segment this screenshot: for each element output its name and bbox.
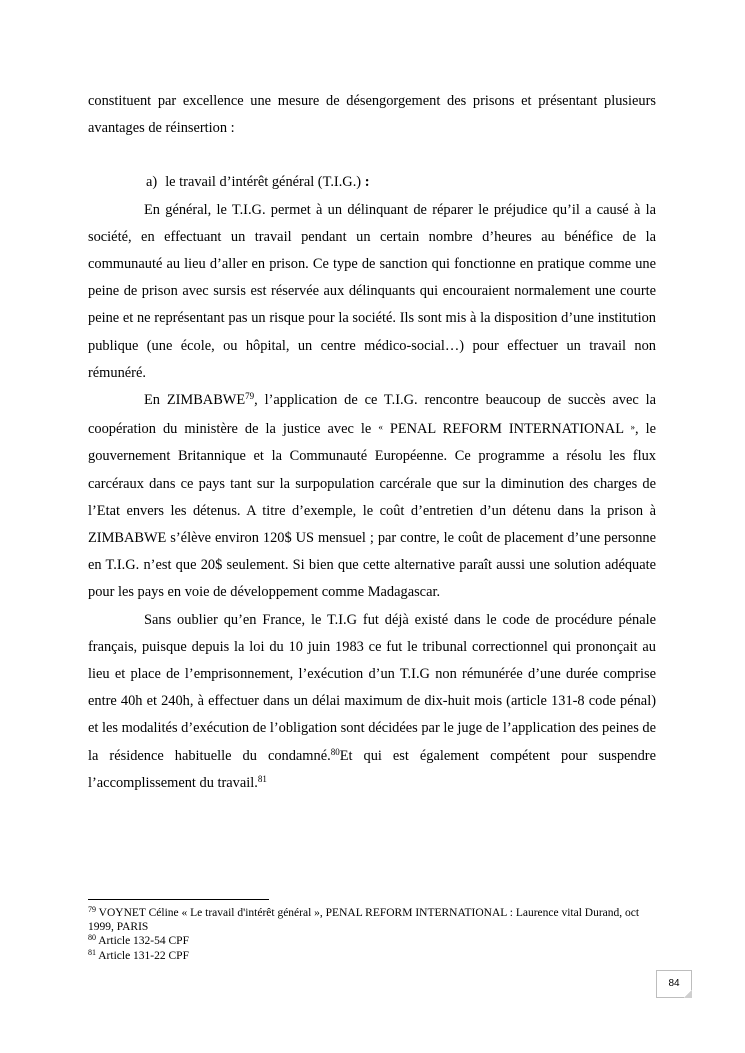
zimbabwe-text-c: PENAL REFORM INTERNATIONAL bbox=[382, 421, 631, 438]
zimbabwe-text-a: En ZIMBABWE bbox=[144, 392, 246, 409]
footnote-number: 81 bbox=[88, 947, 96, 957]
page-curl-icon bbox=[684, 990, 692, 998]
footnote-number: 79 bbox=[88, 905, 96, 914]
quote-close: » bbox=[630, 422, 635, 433]
footnote-ref-80[interactable]: 80 bbox=[330, 746, 340, 757]
page-number-box bbox=[656, 970, 692, 998]
france-text-b: Et qui est également compétent pour suspendre l’accomplissement du travail. bbox=[88, 747, 656, 791]
france-text-a: Sans oublier qu’en France, le T.I.G fut déjà existé dans le code de procédure pénale français, puisque depuis la loi du 10 juin 1983 ce fut le tribunal correctionnel qui prononçait au lieu et place de l’emprisonnement, l’exécution d’un T.I.G non rémunérée d’une durée comprise entre 40h et 240h, à effectuer dans un délai maximum de dix-huit mois (article 131-8 code pénal) et les modalités d’exécution de l’obligation sont décidées par le juge de l’application des peines de la résidence habituelle du condamné. bbox=[88, 611, 656, 764]
footnote-text: Article 132-54 CPF bbox=[96, 935, 189, 948]
paragraph-france bbox=[88, 607, 656, 797]
heading-text: le travail d’intérêt général (T.I.G.) bbox=[165, 174, 362, 191]
zimbabwe-text-d: , le gouvernement Britannique et la Communauté Européenne. Ce programme a résolu les flux carcéraux dans ce pays tant sur la surpopulation carcérale que sur la diminution des charges de l’Etat envers les détenus. A titre d’exemple, le coût d’entretien d’un détenu dans la prison à ZIMBABWE s’élève environ 120$ US mensuel ; par contre, le coût de placement d’une personne en T.I.G. n’est que 20$ seulement. Si bien que cette alternative paraît aussi une solution adéquate pour les pays en voie de développement comme Madagascar. bbox=[88, 421, 656, 601]
paragraph-zimbabwe bbox=[88, 387, 656, 607]
footnote-text: Article 131-22 CPF bbox=[96, 949, 189, 962]
section-heading bbox=[88, 169, 656, 196]
footnote-81 bbox=[88, 949, 648, 963]
footnotes bbox=[88, 906, 648, 963]
footnote-number: 80 bbox=[88, 933, 96, 943]
quote-open: « bbox=[378, 422, 383, 433]
footnote-79 bbox=[88, 906, 648, 934]
heading-marker: a) bbox=[146, 174, 158, 191]
footnote-ref-81[interactable]: 81 bbox=[257, 773, 267, 784]
footnote-text: VOYNET Céline « Le travail d'intérêt général », PENAL REFORM INTERNATIONAL : Laurence vital Durand, oct 1999, PARIS bbox=[88, 907, 640, 934]
body-text bbox=[88, 88, 656, 797]
paragraph-tig-definition: En général, le T.I.G. permet à un délinquant de réparer le préjudice qu’il a causé à la société, en effectuant un travail pendant un certain nombre d’heures au bénéfice de la communauté au lieu d’aller en prison. Ce type de sanction qui fonctionne en pratique comme une peine de prison avec sursis est réservée aux délinquants qui encouraient normalement une courte peine et ne représentant pas un risque pour la société. Ils sont mis à la disposition d’une institution publique (une école, ou hôpital, un centre médico-social…) pour effectuer un travail non rémunéré. bbox=[88, 201, 656, 381]
heading-colon: : bbox=[364, 174, 370, 191]
footnote-separator bbox=[88, 899, 269, 900]
footnote-ref-79[interactable]: 79 bbox=[245, 391, 255, 402]
zimbabwe-text-b: , l’application de ce T.I.G. rencontre beaucoup de succès avec la coopération du ministère de la justice avec le bbox=[88, 392, 656, 438]
footnote-80 bbox=[88, 934, 648, 948]
page-number: 84 bbox=[668, 978, 680, 989]
paragraph-intro: constituent par excellence une mesure de désengorgement des prisons et présentant plusieurs avantages de réinsertion : bbox=[88, 93, 656, 137]
